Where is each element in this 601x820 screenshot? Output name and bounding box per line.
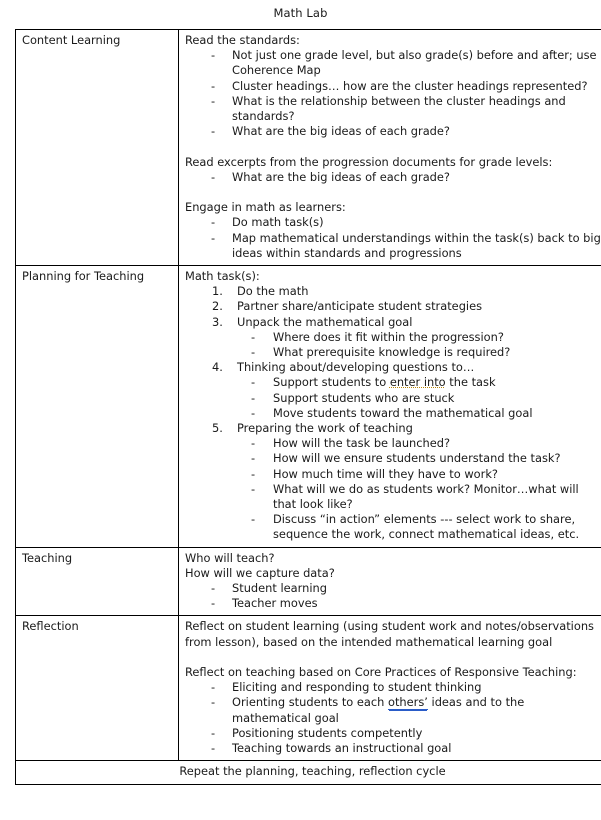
list-item <box>212 284 601 299</box>
spacer-line <box>185 185 601 200</box>
content-lead: How will we capture data? <box>185 565 335 580</box>
list-item: - How will we ensure students understand the task? <box>251 451 601 466</box>
list-item-text: Do the math <box>237 284 309 299</box>
list-item: - Teacher moves <box>211 596 601 611</box>
list-item: - Support students who are stuck <box>251 391 601 406</box>
list-item-text: Unpack the mathematical goal <box>237 314 413 329</box>
dash-list <box>185 170 601 185</box>
dash-list <box>185 48 601 139</box>
phase-content-cell <box>179 266 601 548</box>
list-item: - How much time will they have to work? <box>251 467 601 482</box>
dash-sublist <box>237 330 601 360</box>
page-title: Math Lab <box>273 6 328 20</box>
table-row <box>16 30 601 266</box>
table-row <box>16 547 601 616</box>
phase-name: Content Learning <box>22 33 121 47</box>
list-item: - What are the big ideas of each grade? <box>211 170 601 185</box>
phase-label-cell <box>16 30 179 266</box>
list-item: - Teaching towards an instructional goal <box>211 741 601 756</box>
table-row <box>16 616 601 761</box>
list-item: - How will the task be launched? <box>251 436 601 451</box>
dash-list <box>185 581 601 611</box>
list-item <box>212 315 601 361</box>
list-item: - Orienting students to each others’ ideas and to the mathematical goal <box>211 695 601 725</box>
content-lead: Read excerpts from the progression documents for grade levels: <box>185 154 553 169</box>
list-item <box>212 421 601 543</box>
list-item: - Not just one grade level, but also grade(s) before and after; use Coherence Map <box>211 48 601 78</box>
phase-content-cell <box>179 616 601 761</box>
list-item: - Support students to enter into the task <box>251 375 601 390</box>
list-item: - What prerequisite knowledge is required? <box>251 345 601 360</box>
content-lead: Who will teach? <box>185 550 275 565</box>
list-item: - Where does it fit within the progression? <box>251 330 601 345</box>
phase-content-cell <box>179 30 601 266</box>
list-item: - Move students toward the mathematical goal <box>251 406 601 421</box>
list-item: - Map mathematical understandings within the task(s) back to big ideas within standards and progressions <box>211 231 601 261</box>
phase-name: Reflection <box>22 619 79 634</box>
phase-content-cell <box>179 547 601 616</box>
list-item: - Student learning <box>211 581 601 596</box>
cycle-footer-text: Repeat the planning, teaching, reflection cycle <box>179 764 446 779</box>
phase-name: Planning for Teaching <box>22 269 145 284</box>
grammar-suggestion-blue[interactable]: others’ <box>388 695 428 710</box>
content-lead: Math task(s): <box>185 269 260 284</box>
table-row <box>16 761 601 784</box>
phase-label-cell <box>16 266 179 548</box>
list-item: - Discuss “in action” elements --- select work to share, sequence the work, connect mathematical ideas, etc. <box>251 512 601 542</box>
math-lab-table <box>15 29 601 785</box>
dash-sublist <box>237 436 601 542</box>
list-item: - Do math task(s) <box>211 215 601 230</box>
phase-label-cell <box>16 616 179 761</box>
dash-sublist <box>237 375 601 421</box>
list-item-text: Preparing the work of teaching <box>237 421 413 436</box>
dash-list <box>185 680 601 756</box>
content-lead: Engage in math as learners: <box>185 200 346 215</box>
list-item-text: Thinking about/developing questions to… <box>237 360 475 375</box>
list-item: - Cluster headings… how are the cluster headings represented? <box>211 79 601 94</box>
phase-name: Teaching <box>22 550 73 565</box>
content-lead: Reflect on student learning (using student work and notes/observations from lesson), based on the intended mathematical learning goal <box>185 619 594 649</box>
cycle-footer-cell <box>16 761 601 784</box>
list-item: - Positioning students competently <box>211 726 601 741</box>
list-item: - Eliciting and responding to student thinking <box>211 680 601 695</box>
content-lead: Read the standards: <box>185 33 300 47</box>
list-item: - What are the big ideas of each grade? <box>211 124 601 139</box>
content-lead: Reflect on teaching based on Core Practices of Responsive Teaching: <box>185 665 577 680</box>
spacer-line <box>185 650 601 665</box>
dash-list <box>185 215 601 261</box>
grammar-suggestion-dotted[interactable]: enter into <box>389 375 446 390</box>
list-item: - What is the relationship between the cluster headings and standards? <box>211 94 601 124</box>
table-row <box>16 266 601 548</box>
list-item <box>212 360 601 421</box>
numbered-list <box>185 284 601 542</box>
table-body <box>16 30 601 785</box>
spacer-line <box>185 139 601 154</box>
phase-label-cell <box>16 547 179 616</box>
list-item: - What will we do as students work? Monitor…what will that look like? <box>251 482 601 512</box>
list-item-text: Partner share/anticipate student strategies <box>237 299 483 314</box>
list-item <box>212 299 601 314</box>
